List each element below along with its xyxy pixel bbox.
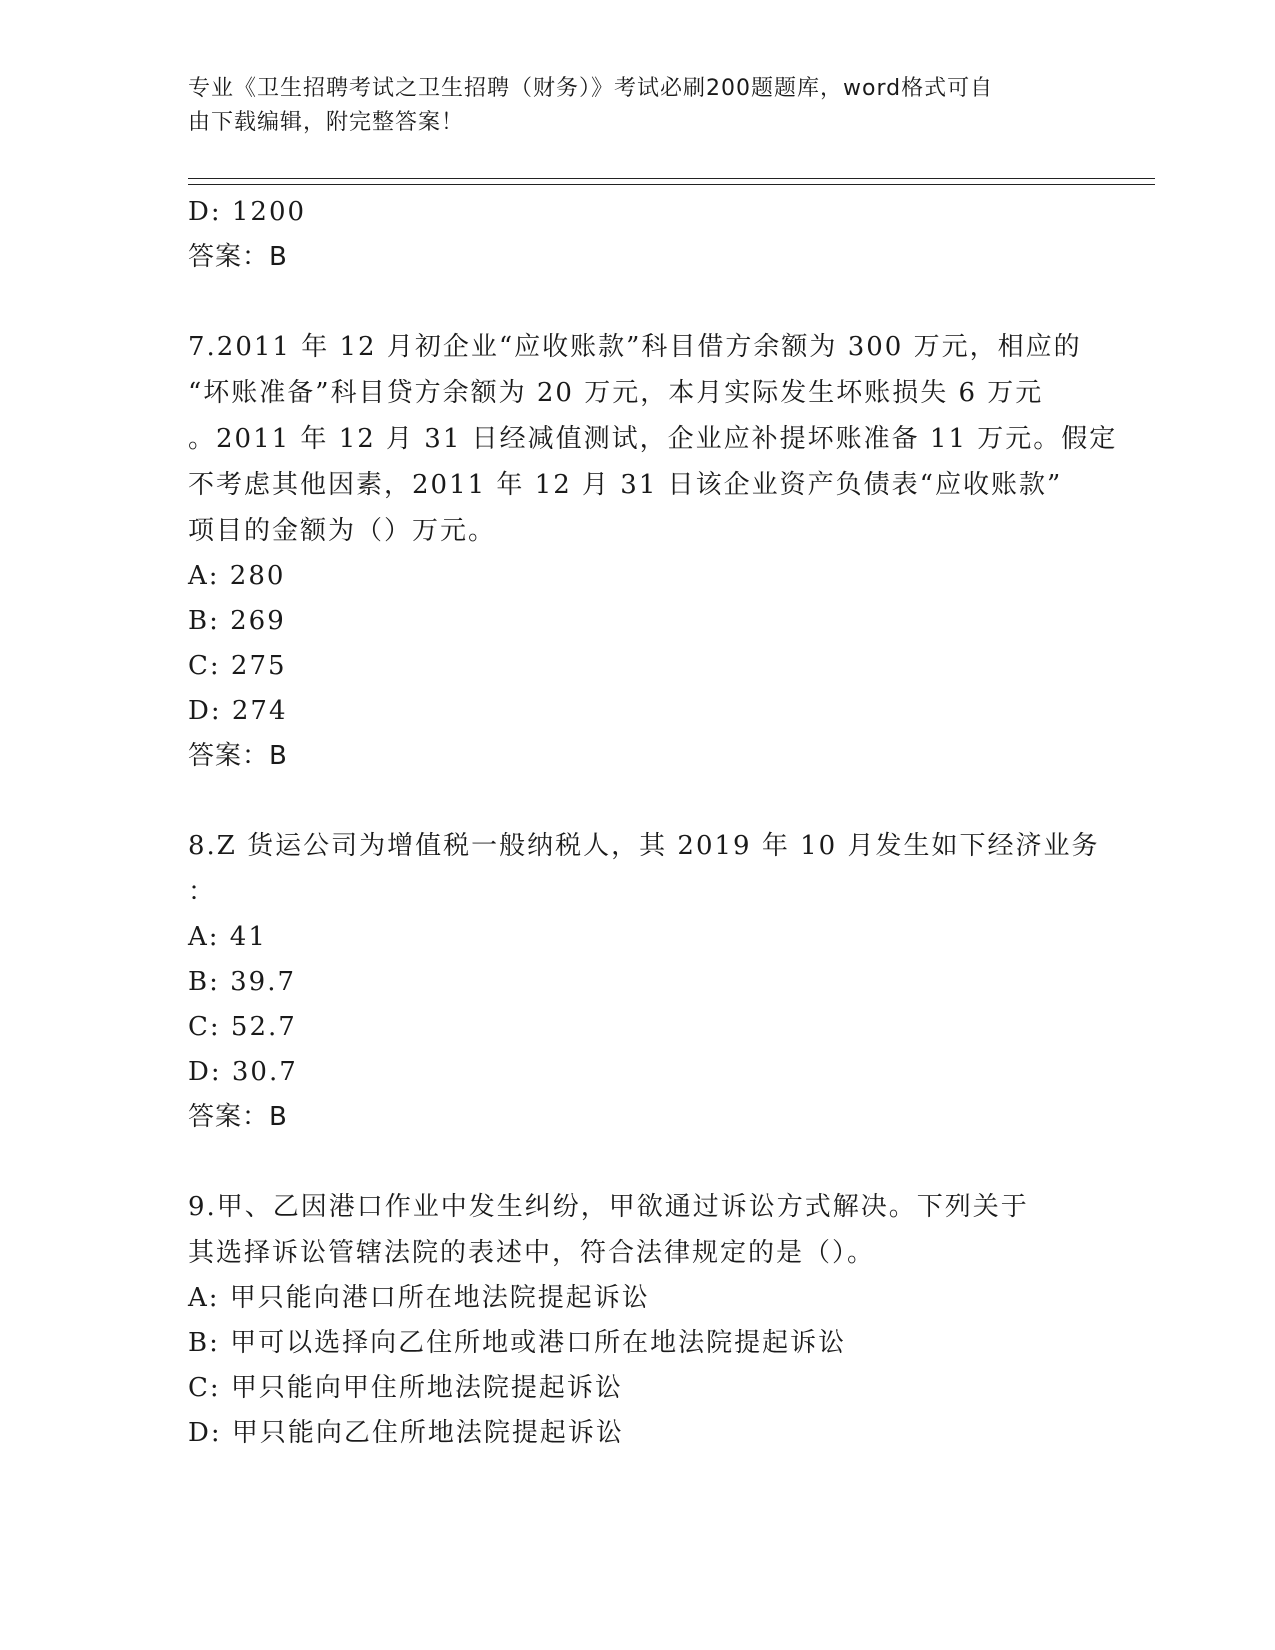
answer: 答案：B <box>188 242 288 272</box>
question-text <box>188 823 1100 915</box>
question-7 <box>188 324 1118 779</box>
question-line: 9.甲、乙因港口作业中发生纠纷，甲欲通过诉讼方式解决。下列关于 <box>188 1192 1029 1222</box>
question-line: 其选择诉讼管辖法院的表述中，符合法律规定的是（）。 <box>188 1238 876 1268</box>
option-d: D: 1200 <box>188 197 307 227</box>
question-8 <box>188 823 1100 1140</box>
header-line: 由下载编辑，附完整答案！ <box>188 110 465 135</box>
question-line: ： <box>188 877 217 907</box>
option-b: B: 甲可以选择向乙住所地或港口所在地法院提起诉讼 <box>188 1328 847 1358</box>
option-d: D: 274 <box>188 696 288 726</box>
header-line: 专业《卫生招聘考试之卫生招聘（财务）》考试必刷200题题库，word格式可自 <box>188 76 994 101</box>
question-text <box>188 324 1118 554</box>
option-b: B: 39.7 <box>188 967 297 997</box>
option-d: D: 30.7 <box>188 1057 298 1087</box>
spacer <box>188 779 1088 823</box>
option-a: A: 41 <box>188 922 267 952</box>
question-line: 7.2011 年 12 月初企业“应收账款”科目借方余额为 300 万元，相应的 <box>188 332 1082 362</box>
header-divider <box>188 178 1155 185</box>
option-a: A: 甲只能向港口所在地法院提起诉讼 <box>188 1283 650 1313</box>
question-line: 项目的金额为（）万元。 <box>188 516 497 546</box>
question-line: “坏账准备”科目贷方余额为 20 万元，本月实际发生坏账损失 6 万元 <box>188 378 1044 408</box>
question-line: 不考虑其他因素，2011 年 12 月 31 日该企业资产负债表“应收账款” <box>188 470 1063 500</box>
question-line: 8.Z 货运公司为增值税一般纳税人，其 2019 年 10 月发生如下经济业务 <box>188 831 1100 861</box>
answer: 答案：B <box>188 741 288 771</box>
option-a: A: 280 <box>188 561 286 591</box>
question-line: 。2011 年 12 月 31 日经减值测试，企业应补提坏账准备 11 万元。假定 <box>188 424 1118 454</box>
question-text <box>188 1184 1088 1276</box>
document-body <box>188 190 1118 1456</box>
answer: 答案：B <box>188 1102 288 1132</box>
page-header <box>188 72 1088 140</box>
spacer <box>188 280 1088 324</box>
option-c: C: 甲只能向甲住所地法院提起诉讼 <box>188 1373 623 1403</box>
option-c: C: 52.7 <box>188 1012 297 1042</box>
spacer <box>188 1140 1088 1184</box>
option-c: C: 275 <box>188 651 287 681</box>
question-9 <box>188 1184 1088 1456</box>
option-b: B: 269 <box>188 606 286 636</box>
option-d: D: 甲只能向乙住所地法院提起诉讼 <box>188 1418 624 1448</box>
